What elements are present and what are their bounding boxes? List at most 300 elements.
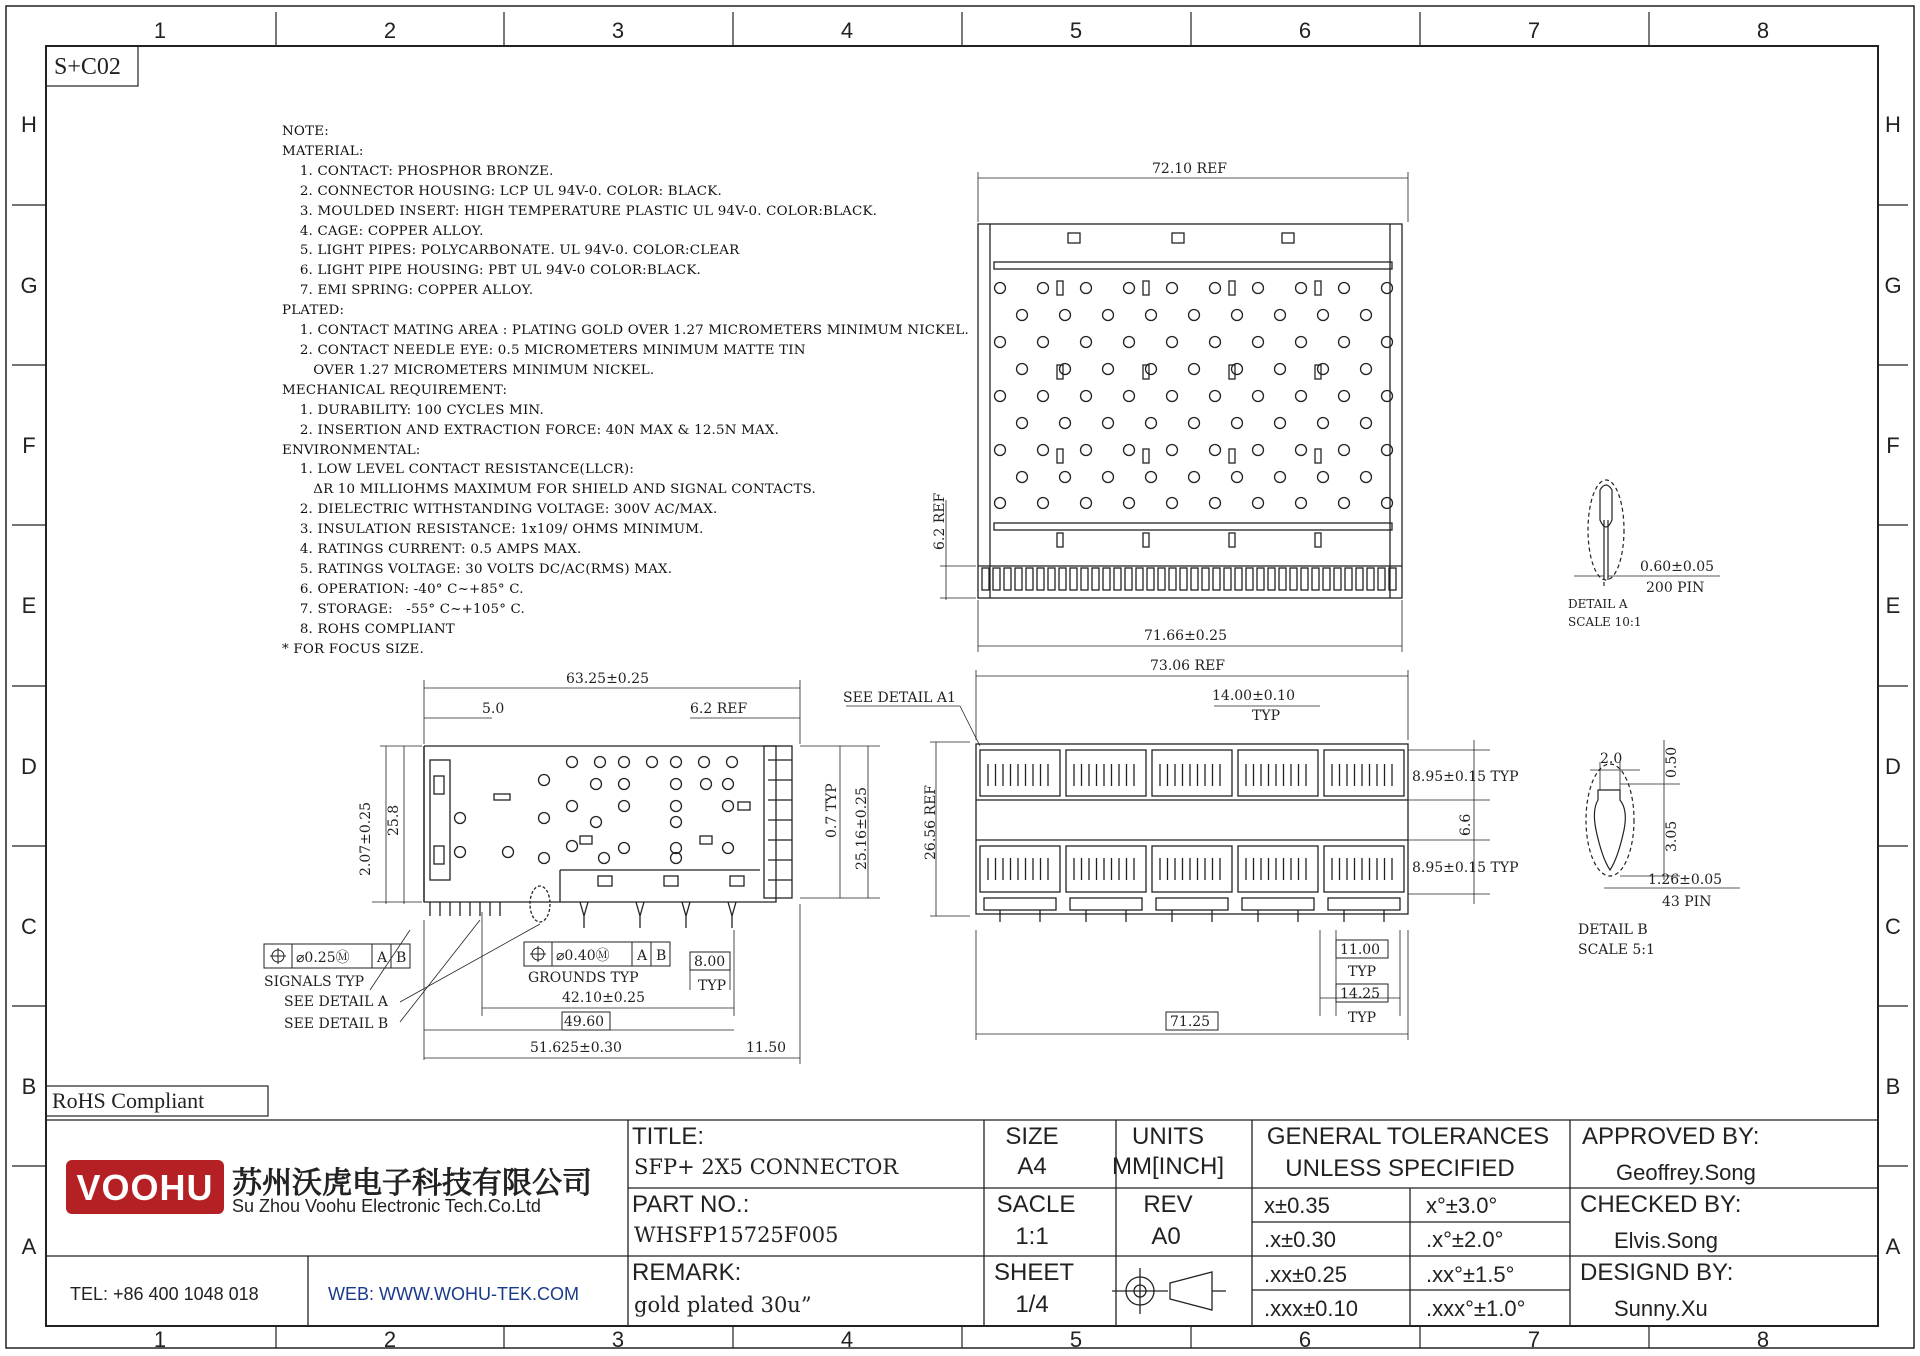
spring-finger bbox=[1081, 568, 1088, 590]
units-value: MM[INCH] bbox=[1112, 1153, 1224, 1180]
vent-hole bbox=[671, 843, 682, 854]
scale-value: 1:1 bbox=[1015, 1223, 1049, 1250]
dim-side-6-2: 6.2 REF bbox=[690, 701, 748, 717]
dim-front-height-ref: 26.56 REF bbox=[923, 784, 939, 860]
dim-side-8-typ: TYP bbox=[698, 978, 726, 994]
vent-hole bbox=[1232, 310, 1243, 321]
vent-hole bbox=[1382, 337, 1393, 348]
vent-hole bbox=[1232, 472, 1243, 483]
row-label-right: D bbox=[1885, 754, 1901, 779]
vent-hole bbox=[1081, 391, 1092, 402]
row-label-left: B bbox=[21, 1074, 37, 1099]
vent-hole bbox=[723, 801, 734, 812]
note-line: 4. RATINGS CURRENT: 0.5 AMPS MAX. bbox=[282, 542, 582, 558]
dim-detail-a-pin: 200 PIN bbox=[1646, 580, 1705, 596]
dim-port-height-1: 8.95±0.15 TYP bbox=[1412, 769, 1519, 785]
vent-hole bbox=[1146, 418, 1157, 429]
spring-finger bbox=[1312, 568, 1319, 590]
vent-hole bbox=[1210, 283, 1221, 294]
vent-hole bbox=[591, 779, 602, 790]
dim-side-51-625: 51.625±0.30 bbox=[530, 1040, 622, 1056]
vent-hole bbox=[1081, 337, 1092, 348]
vent-hole bbox=[1318, 418, 1329, 429]
dim-port-gap: 6.6 bbox=[1458, 813, 1474, 836]
vent-hole bbox=[1275, 472, 1286, 483]
vent-hole bbox=[1296, 337, 1307, 348]
tol-angular-2: .xx°±1.5° bbox=[1426, 1262, 1515, 1287]
note-line: OVER 1.27 MICROMETERS MINIMUM NICKEL. bbox=[282, 362, 655, 378]
note-line: 4. CAGE: COPPER ALLOY. bbox=[282, 223, 484, 239]
row-label-left: A bbox=[21, 1234, 37, 1259]
spring-finger bbox=[1257, 568, 1264, 590]
vent-hole bbox=[595, 757, 606, 768]
fcf-signal-tol: ⌀0.25Ⓜ bbox=[296, 950, 350, 966]
vent-hole bbox=[1275, 364, 1286, 375]
dim-front-14: 14.25 bbox=[1340, 986, 1381, 1002]
spring-finger bbox=[1059, 568, 1066, 590]
note-line: MECHANICAL REQUIREMENT: bbox=[282, 382, 508, 398]
vent-hole bbox=[619, 779, 630, 790]
row-label-left: E bbox=[21, 593, 37, 618]
label-see-detail-a: SEE DETAIL A bbox=[284, 994, 388, 1010]
vent-hole bbox=[1167, 283, 1178, 294]
vent-hole bbox=[723, 843, 734, 854]
dim-detail-a: 0.60±0.05 bbox=[1640, 559, 1715, 575]
spring-finger bbox=[1103, 568, 1110, 590]
vent-hole bbox=[1167, 391, 1178, 402]
press-fit-tail bbox=[1328, 898, 1400, 910]
vent-hole bbox=[1017, 472, 1028, 483]
col-label-top: 1 bbox=[153, 18, 167, 43]
vent-hole bbox=[1296, 498, 1307, 509]
spring-finger bbox=[1367, 568, 1374, 590]
press-fit-tail bbox=[1242, 898, 1314, 910]
col-label-bottom: 6 bbox=[1298, 1327, 1312, 1352]
remark-value: gold plated 30u” bbox=[634, 1293, 812, 1317]
spring-finger bbox=[1125, 568, 1132, 590]
title-value: SFP+ 2X5 CONNECTOR bbox=[634, 1155, 899, 1179]
press-fit-tail bbox=[1156, 898, 1228, 910]
spring-finger bbox=[1213, 568, 1220, 590]
slot bbox=[1143, 449, 1149, 463]
note-line: ΔR 10 MILLIOHMS MAXIMUM FOR SHIELD AND SIGNAL CONTACTS. bbox=[282, 482, 816, 498]
vent-hole bbox=[455, 813, 466, 824]
sheet-id: S+C02 bbox=[54, 54, 121, 80]
spring-finger bbox=[1246, 568, 1253, 590]
spring-finger bbox=[1356, 568, 1363, 590]
row-label-right: B bbox=[1885, 1074, 1901, 1099]
spring-finger bbox=[1015, 568, 1022, 590]
vent-hole bbox=[1361, 472, 1372, 483]
slot bbox=[1229, 533, 1235, 547]
spring-finger bbox=[1323, 568, 1330, 590]
detail-a-title: DETAIL A bbox=[1568, 597, 1628, 611]
note-line: 1. LOW LEVEL CONTACT RESISTANCE(LLCR): bbox=[282, 462, 635, 478]
vent-hole bbox=[1038, 337, 1049, 348]
col-label-top: 8 bbox=[1756, 18, 1770, 43]
label-see-detail-b: SEE DETAIL B bbox=[284, 1016, 389, 1032]
dim-detail-b-0-50: 0.50 bbox=[1664, 746, 1680, 778]
vent-hole bbox=[1253, 391, 1264, 402]
row-label-right: E bbox=[1885, 593, 1901, 618]
detail-b-title: DETAIL B bbox=[1578, 922, 1648, 938]
dim-side-0-7: 0.7 TYP bbox=[824, 783, 840, 838]
dim-front-11: 11.00 bbox=[1340, 942, 1381, 958]
vent-hole bbox=[1124, 337, 1135, 348]
spring-finger bbox=[1070, 568, 1077, 590]
dim-top-width-ref: 72.10 REF bbox=[1152, 161, 1228, 177]
vent-hole bbox=[727, 757, 738, 768]
vent-hole bbox=[1339, 445, 1350, 456]
fcf-signal-datum-a: A bbox=[377, 950, 388, 966]
spring-finger bbox=[1114, 568, 1121, 590]
vent-hole bbox=[1103, 364, 1114, 375]
vent-hole bbox=[1124, 283, 1135, 294]
vent-hole bbox=[1210, 498, 1221, 509]
vent-hole bbox=[671, 817, 682, 828]
vent-hole bbox=[619, 843, 630, 854]
detail-a-scale: SCALE 10:1 bbox=[1568, 615, 1642, 629]
slot bbox=[1057, 449, 1063, 463]
slot bbox=[1229, 281, 1235, 295]
vent-hole bbox=[455, 847, 466, 858]
vent-hole bbox=[1210, 337, 1221, 348]
vent-hole bbox=[1081, 283, 1092, 294]
note-line: 2. CONNECTOR HOUSING: LCP UL 94V-0. COLOR: BLACK. bbox=[282, 183, 722, 199]
vent-hole bbox=[1189, 418, 1200, 429]
vent-hole bbox=[1382, 498, 1393, 509]
vent-hole bbox=[1382, 283, 1393, 294]
vent-hole bbox=[567, 757, 578, 768]
company-name-en: Su Zhou Voohu Electronic Tech.Co.Ltd bbox=[232, 1196, 541, 1216]
vent-hole bbox=[1124, 391, 1135, 402]
vent-hole bbox=[671, 853, 682, 864]
row-label-right: G bbox=[1884, 273, 1902, 298]
logo-text: VOOHU bbox=[76, 1167, 214, 1208]
vent-hole bbox=[1146, 310, 1157, 321]
col-label-bottom: 8 bbox=[1756, 1327, 1770, 1352]
vent-hole bbox=[701, 779, 712, 790]
vent-hole bbox=[1038, 283, 1049, 294]
col-label-top: 7 bbox=[1527, 18, 1541, 43]
dim-detail-b-2-0: 2.0 bbox=[1600, 751, 1623, 767]
vent-hole bbox=[1232, 418, 1243, 429]
col-label-bottom: 2 bbox=[383, 1327, 397, 1352]
note-line: 2. INSERTION AND EXTRACTION FORCE: 40N MAX & 12.5N MAX. bbox=[282, 422, 780, 438]
press-fit-tail bbox=[984, 898, 1056, 910]
row-label-right: F bbox=[1886, 433, 1900, 458]
spring-finger bbox=[993, 568, 1000, 590]
spring-finger bbox=[1279, 568, 1286, 590]
dim-side-5: 5.0 bbox=[482, 701, 505, 717]
general-notes bbox=[282, 122, 969, 659]
spring-finger bbox=[1268, 568, 1275, 590]
col-label-top: 6 bbox=[1298, 18, 1312, 43]
designed-value: Sunny.Xu bbox=[1614, 1296, 1708, 1321]
note-line: PLATED: bbox=[282, 303, 345, 319]
tol-angular-3: .xxx°±1.0° bbox=[1426, 1296, 1526, 1321]
dim-top-height-ref: 6.2 REF bbox=[932, 492, 948, 550]
vent-hole bbox=[1146, 472, 1157, 483]
dim-detail-b-pin: 43 PIN bbox=[1662, 894, 1712, 910]
vent-hole bbox=[995, 337, 1006, 348]
third-angle-projection-icon bbox=[1112, 1268, 1226, 1314]
vent-hole bbox=[647, 757, 658, 768]
vent-hole bbox=[1253, 337, 1264, 348]
dim-side-25-8: 25.8 bbox=[386, 804, 402, 836]
vent-hole bbox=[539, 813, 550, 824]
vent-hole bbox=[723, 779, 734, 790]
fcf-ground-tol: ⌀0.40Ⓜ bbox=[556, 948, 610, 964]
vent-hole bbox=[1361, 418, 1372, 429]
spring-finger bbox=[1191, 568, 1198, 590]
units-label: UNITS bbox=[1132, 1123, 1204, 1150]
vent-hole bbox=[1296, 283, 1307, 294]
tol-linear-2: .xx±0.25 bbox=[1264, 1262, 1348, 1287]
vent-hole bbox=[1296, 445, 1307, 456]
spring-finger bbox=[1147, 568, 1154, 590]
title-label: TITLE: bbox=[632, 1123, 705, 1150]
vent-hole bbox=[1103, 472, 1114, 483]
dim-side-25-16: 25.16±0.25 bbox=[854, 787, 870, 870]
company-tel: TEL: +86 400 1048 018 bbox=[70, 1284, 259, 1304]
col-label-bottom: 7 bbox=[1527, 1327, 1541, 1352]
vent-hole bbox=[619, 801, 630, 812]
row-label-right: C bbox=[1885, 914, 1901, 939]
spring-finger bbox=[1136, 568, 1143, 590]
note-line: 2. CONTACT NEEDLE EYE: 0.5 MICROMETERS MINIMUM MATTE TIN bbox=[282, 342, 806, 358]
dim-port-height-2: 8.95±0.15 TYP bbox=[1412, 860, 1519, 876]
note-line: NOTE: bbox=[282, 124, 329, 139]
dim-front-14-typ: TYP bbox=[1348, 1010, 1376, 1026]
fcf-ground-datum-a: A bbox=[637, 948, 648, 964]
dim-detail-b-3-05: 3.05 bbox=[1664, 820, 1680, 852]
part-value: WHSFP15725F005 bbox=[634, 1223, 839, 1247]
col-label-bottom: 3 bbox=[611, 1327, 625, 1352]
col-label-top: 5 bbox=[1069, 18, 1083, 43]
vent-hole bbox=[1189, 310, 1200, 321]
row-label-left: G bbox=[20, 273, 38, 298]
vent-hole bbox=[1382, 391, 1393, 402]
vent-hole bbox=[995, 283, 1006, 294]
note-line: 3. INSULATION RESISTANCE: 1x109/ OHMS MINIMUM. bbox=[282, 522, 704, 538]
tolerances-title-2: UNLESS SPECIFIED bbox=[1285, 1155, 1515, 1182]
spring-finger bbox=[1378, 568, 1385, 590]
spring-finger bbox=[1235, 568, 1242, 590]
dim-pitch: 14.00±0.10 bbox=[1212, 688, 1295, 704]
spring-finger bbox=[1158, 568, 1165, 590]
vent-hole bbox=[671, 801, 682, 812]
front-view bbox=[846, 670, 1490, 1040]
vent-hole bbox=[1124, 445, 1135, 456]
spring-finger bbox=[1224, 568, 1231, 590]
note-line: 5. LIGHT PIPES: POLYCARBONATE. UL 94V-0. COLOR:CLEAR bbox=[282, 243, 740, 259]
note-line: 8. ROHS COMPLIANT bbox=[282, 621, 455, 637]
vent-hole bbox=[1038, 391, 1049, 402]
spring-finger bbox=[1026, 568, 1033, 590]
tolerances-title-1: GENERAL TOLERANCES bbox=[1266, 1123, 1550, 1150]
vent-hole bbox=[699, 757, 710, 768]
vent-hole bbox=[995, 445, 1006, 456]
scale-label: SACLE bbox=[996, 1191, 1076, 1218]
top-view bbox=[940, 172, 1408, 652]
vent-hole bbox=[1060, 310, 1071, 321]
label-grounds-typ: GROUNDS TYP bbox=[528, 970, 639, 986]
spring-finger bbox=[1334, 568, 1341, 590]
slot bbox=[1315, 281, 1321, 295]
vent-hole bbox=[1210, 445, 1221, 456]
vent-hole bbox=[567, 841, 578, 852]
row-label-left: H bbox=[21, 112, 37, 137]
vent-hole bbox=[1060, 472, 1071, 483]
slot bbox=[1143, 533, 1149, 547]
vent-hole bbox=[1017, 418, 1028, 429]
dim-pitch-typ: TYP bbox=[1252, 708, 1280, 724]
col-label-bottom: 1 bbox=[153, 1327, 167, 1352]
spring-finger bbox=[1092, 568, 1099, 590]
spring-finger bbox=[1169, 568, 1176, 590]
note-line: 6. LIGHT PIPE HOUSING: PBT UL 94V-0 COLOR:BLACK. bbox=[282, 263, 701, 279]
vent-hole bbox=[539, 775, 550, 786]
vent-hole bbox=[1038, 498, 1049, 509]
slot bbox=[1143, 281, 1149, 295]
slot bbox=[1229, 449, 1235, 463]
note-line: * FOR FOCUS SIZE. bbox=[282, 641, 424, 657]
dim-top-bottom-width: 71.66±0.25 bbox=[1144, 628, 1227, 644]
slot bbox=[1057, 533, 1063, 547]
vent-hole bbox=[1038, 445, 1049, 456]
detail-b-scale: SCALE 5:1 bbox=[1578, 942, 1655, 958]
slot bbox=[1315, 449, 1321, 463]
vent-hole bbox=[1275, 310, 1286, 321]
sheet-label: SHEET bbox=[993, 1259, 1075, 1286]
col-label-bottom: 5 bbox=[1069, 1327, 1083, 1352]
vent-hole bbox=[995, 498, 1006, 509]
vent-hole bbox=[1124, 498, 1135, 509]
row-label-left: C bbox=[21, 914, 37, 939]
tol-angular-0: x°±3.0° bbox=[1426, 1193, 1498, 1218]
dim-side-length: 63.25±0.25 bbox=[566, 671, 649, 687]
label-signals-typ: SIGNALS TYP bbox=[264, 974, 365, 990]
tol-linear-0: x±0.35 bbox=[1264, 1193, 1330, 1218]
dim-side-8: 8.00 bbox=[694, 954, 726, 970]
slot bbox=[1315, 533, 1321, 547]
vent-hole bbox=[503, 847, 514, 858]
spring-finger bbox=[1037, 568, 1044, 590]
vent-hole bbox=[591, 817, 602, 828]
company-name-cn: 苏州沃虎电子科技有限公司 bbox=[232, 1166, 592, 1201]
dim-side-42-10: 42.10±0.25 bbox=[562, 990, 645, 1006]
part-label: PART NO.: bbox=[632, 1191, 750, 1218]
note-line: 1. CONTACT MATING AREA : PLATING GOLD OVER 1.27 MICROMETERS MINIMUM NICKEL. bbox=[282, 323, 969, 339]
dim-detail-b: 1.26±0.05 bbox=[1648, 872, 1723, 888]
press-fit-tail bbox=[1070, 898, 1142, 910]
vent-hole bbox=[1167, 337, 1178, 348]
vent-hole bbox=[1253, 445, 1264, 456]
vent-hole bbox=[1103, 418, 1114, 429]
note-line: 7. STORAGE: -55° C~+105° C. bbox=[282, 601, 525, 617]
sheet-value: 1/4 bbox=[1015, 1291, 1049, 1318]
row-label-left: D bbox=[21, 754, 37, 779]
col-label-top: 2 bbox=[383, 18, 397, 43]
note-line: 3. MOULDED INSERT: HIGH TEMPERATURE PLASTIC UL 94V-0. COLOR:BLACK. bbox=[282, 203, 878, 219]
rev-value: A0 bbox=[1151, 1223, 1181, 1250]
rohs-label: RoHS Compliant bbox=[52, 1088, 205, 1113]
spring-finger bbox=[1004, 568, 1011, 590]
vent-hole bbox=[567, 801, 578, 812]
vent-hole bbox=[1318, 472, 1329, 483]
checked-label: CHECKED BY: bbox=[1580, 1191, 1742, 1218]
vent-hole bbox=[1081, 445, 1092, 456]
remark-label: REMARK: bbox=[632, 1259, 742, 1286]
designed-label: DESIGND BY: bbox=[1580, 1259, 1734, 1286]
note-line: 7. EMI SPRING: COPPER ALLOY. bbox=[282, 283, 534, 299]
vent-hole bbox=[1017, 310, 1028, 321]
vent-hole bbox=[671, 779, 682, 790]
vent-hole bbox=[1189, 364, 1200, 375]
note-line: ENVIRONMENTAL: bbox=[282, 442, 421, 458]
approved-value: Geoffrey.Song bbox=[1616, 1160, 1756, 1185]
col-label-top: 4 bbox=[840, 18, 854, 43]
dim-side-2-07: 2.07±0.25 bbox=[358, 801, 374, 876]
vent-hole bbox=[1339, 391, 1350, 402]
tol-linear-3: .xxx±0.10 bbox=[1264, 1296, 1359, 1321]
approved-label: APPROVED BY: bbox=[1582, 1123, 1760, 1150]
tol-angular-1: .x°±2.0° bbox=[1426, 1227, 1504, 1252]
dim-side-49-60: 49.60 bbox=[564, 1014, 605, 1030]
vent-hole bbox=[1189, 472, 1200, 483]
vent-hole bbox=[1081, 498, 1092, 509]
note-line: 6. OPERATION: -40° C~+85° C. bbox=[282, 581, 524, 597]
dim-front-width-ref: 73.06 REF bbox=[1150, 658, 1226, 674]
vent-hole bbox=[1361, 364, 1372, 375]
size-label: SIZE bbox=[1005, 1123, 1059, 1150]
vent-hole bbox=[1017, 364, 1028, 375]
spring-finger bbox=[1290, 568, 1297, 590]
dim-front-71: 71.25 bbox=[1170, 1014, 1211, 1030]
vent-hole bbox=[1296, 391, 1307, 402]
vent-hole bbox=[1060, 418, 1071, 429]
vent-hole bbox=[1210, 391, 1221, 402]
vent-hole bbox=[1382, 445, 1393, 456]
vent-hole bbox=[1253, 498, 1264, 509]
col-label-top: 3 bbox=[611, 18, 625, 43]
spring-finger bbox=[1345, 568, 1352, 590]
vent-hole bbox=[1339, 337, 1350, 348]
vent-hole bbox=[671, 757, 682, 768]
spring-finger bbox=[1180, 568, 1187, 590]
dim-front-11-typ: TYP bbox=[1348, 964, 1376, 980]
vent-hole bbox=[1275, 418, 1286, 429]
vent-hole bbox=[1253, 283, 1264, 294]
tol-linear-1: .x±0.30 bbox=[1264, 1227, 1337, 1252]
vent-hole bbox=[619, 757, 630, 768]
note-line: 1. CONTACT: PHOSPHOR BRONZE. bbox=[282, 163, 554, 179]
vent-hole bbox=[1318, 310, 1329, 321]
vent-hole bbox=[995, 391, 1006, 402]
row-label-left: F bbox=[22, 433, 36, 458]
fcf-ground-datum-b: B bbox=[656, 948, 667, 964]
fcf-signal-datum-b: B bbox=[396, 950, 407, 966]
note-line: 2. DIELECTRIC WITHSTANDING VOLTAGE: 300V AC/MAX. bbox=[282, 502, 718, 518]
row-label-right: A bbox=[1885, 1234, 1901, 1259]
checked-value: Elvis.Song bbox=[1614, 1228, 1718, 1253]
row-label-right: H bbox=[1885, 112, 1901, 137]
spring-finger bbox=[982, 568, 989, 590]
vent-hole bbox=[599, 853, 610, 864]
dim-side-11-50: 11.50 bbox=[746, 1040, 787, 1056]
label-see-detail-a1: SEE DETAIL A1 bbox=[843, 690, 956, 706]
